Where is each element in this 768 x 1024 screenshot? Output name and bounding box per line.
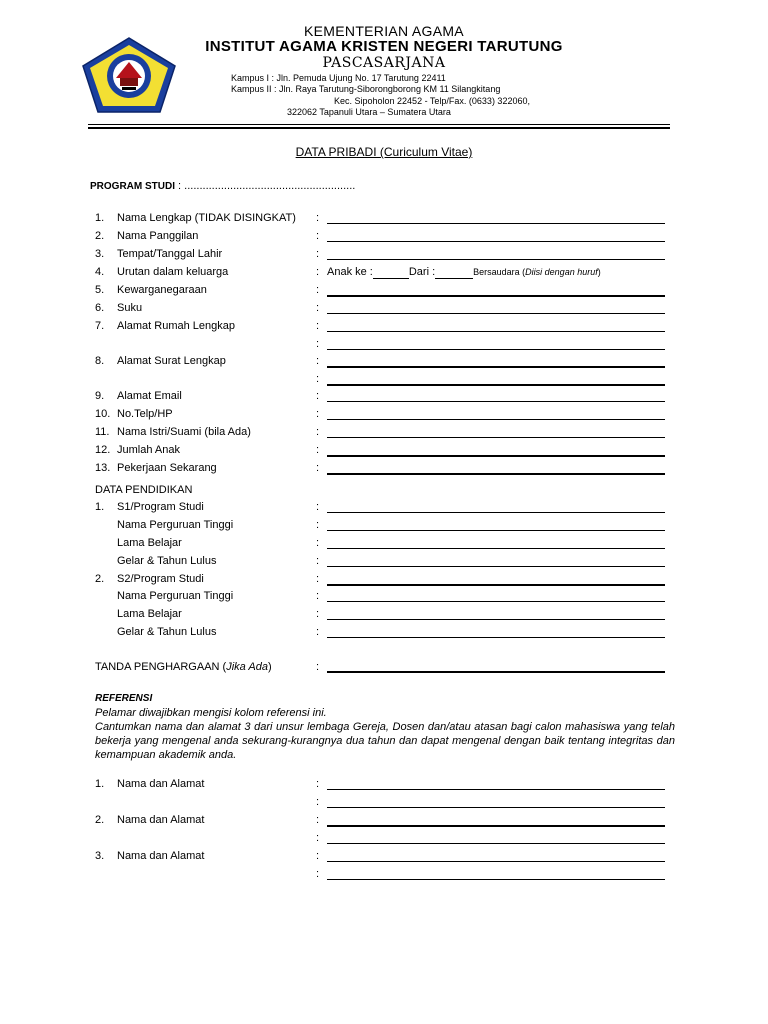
program-studi-row xyxy=(90,180,355,192)
personal-item-number: 3. xyxy=(95,248,105,260)
personal-item-input-line[interactable] xyxy=(327,223,665,224)
education-item-label: S2/Program Studi xyxy=(117,573,204,585)
reference-item-colon: : xyxy=(316,778,320,790)
education-item-input-line[interactable] xyxy=(327,619,665,620)
personal-item-label: Jumlah Anak xyxy=(117,444,180,456)
reference-item-colon: : xyxy=(316,814,320,826)
award-label: TANDA PENGHARGAAN (Jika Ada) xyxy=(95,661,272,673)
personal-item-input-line[interactable] xyxy=(327,366,665,368)
personal-item-label: Alamat Email xyxy=(117,390,182,402)
personal-item-label: Nama Lengkap (TIDAK DISINGKAT) xyxy=(117,212,296,224)
personal-item-colon: : xyxy=(316,408,320,420)
campus-1-address: Kampus I : Jln. Pemuda Ujung No. 17 Tarutung 22411 xyxy=(231,73,446,83)
personal-item-number: 11. xyxy=(95,426,110,438)
personal-item-input-line[interactable] xyxy=(327,295,665,297)
reference-item-input-line-2[interactable] xyxy=(327,807,665,808)
dari-input[interactable] xyxy=(435,266,473,279)
education-item-label: Nama Perguruan Tinggi xyxy=(117,519,234,531)
anak-ke-label: Anak ke : xyxy=(327,266,373,278)
education-heading: DATA PENDIDIKAN xyxy=(95,484,193,496)
header-rule-thin xyxy=(88,124,670,125)
education-item-label: Gelar & Tahun Lulus xyxy=(117,555,217,567)
personal-item-colon: : xyxy=(316,230,320,242)
reference-item-colon-2: : xyxy=(316,796,320,808)
personal-item-label: No.Telp/HP xyxy=(117,408,173,420)
reference-item-colon-2: : xyxy=(316,832,320,844)
education-item-label: S1/Program Studi xyxy=(117,501,204,513)
program-studi-field[interactable]: ........................................................ xyxy=(184,180,356,192)
personal-item-label: Nama Istri/Suami (bila Ada) xyxy=(117,426,251,438)
personal-item-colon: : xyxy=(316,284,320,296)
education-item-input-line[interactable] xyxy=(327,548,665,549)
personal-item-input-line[interactable] xyxy=(327,455,665,457)
reference-item-input-line[interactable] xyxy=(327,825,665,827)
education-item-colon: : xyxy=(316,537,320,549)
family-order-field xyxy=(327,266,601,279)
personal-item-colon: : xyxy=(316,390,320,402)
personal-item-number: 2. xyxy=(95,230,105,242)
references-instruction-1: Pelamar diwajibkan mengisi kolom referensi ini. xyxy=(95,707,327,719)
program-studi-label: PROGRAM STUDI xyxy=(90,181,175,192)
education-item-colon: : xyxy=(316,573,320,585)
education-item-number: 2. xyxy=(95,573,105,585)
bersaudara-label: Bersaudara ( xyxy=(473,267,526,277)
personal-item-colon: : xyxy=(316,426,320,438)
personal-item-label: Alamat Rumah Lengkap xyxy=(117,320,236,332)
bersaudara-hint: Diisi dengan huruf xyxy=(525,267,598,277)
education-item-colon: : xyxy=(316,501,320,513)
personal-item-number: 6. xyxy=(95,302,105,314)
reference-item-input-line[interactable] xyxy=(327,861,665,862)
personal-item-colon: : xyxy=(316,248,320,260)
personal-item-number: 1. xyxy=(95,212,105,224)
reference-item-colon-2: : xyxy=(316,868,320,880)
personal-item-number: 5. xyxy=(95,284,105,296)
personal-item-number: 8. xyxy=(95,355,105,367)
personal-item-colon: : xyxy=(316,444,320,456)
education-item-colon: : xyxy=(316,555,320,567)
personal-item-input-line[interactable] xyxy=(327,473,665,475)
campus-2-address-line3: 322062 Tapanuli Utara – Sumatera Utara xyxy=(287,107,451,117)
award-colon: : xyxy=(316,661,320,673)
personal-item-colon: : xyxy=(316,212,320,224)
reference-item-number: 1. xyxy=(95,778,105,790)
personal-item-colon: : xyxy=(316,320,320,332)
personal-item-colon: : xyxy=(316,266,320,278)
header-rule-thick xyxy=(88,127,670,129)
faculty-name: PASCASARJANA xyxy=(322,55,446,71)
reference-item-input-line[interactable] xyxy=(327,789,665,790)
personal-item-label: Tempat/Tanggal Lahir xyxy=(117,248,223,260)
reference-item-label: Nama dan Alamat xyxy=(117,850,205,862)
personal-item-input-line[interactable] xyxy=(327,331,665,332)
references-heading: REFERENSI xyxy=(95,693,153,704)
form-title: DATA PRIBADI (Curiculum Vitae) xyxy=(295,145,473,159)
reference-item-label: Nama dan Alamat xyxy=(117,778,205,790)
reference-item-colon: : xyxy=(316,850,320,862)
personal-item-input-line[interactable] xyxy=(327,419,665,420)
reference-item-label: Nama dan Alamat xyxy=(117,814,205,826)
education-item-colon: : xyxy=(316,608,320,620)
bersaudara-close: ) xyxy=(597,267,601,277)
reference-item-number: 3. xyxy=(95,850,105,862)
ministry-name: KEMENTERIAN AGAMA xyxy=(304,23,464,39)
education-item-input-line[interactable] xyxy=(327,637,665,638)
personal-item-number: 13. xyxy=(95,462,111,474)
anak-ke-input[interactable] xyxy=(373,266,409,279)
personal-item-colon: : xyxy=(316,462,320,474)
education-item-input-line[interactable] xyxy=(327,566,665,567)
program-studi-colon: : xyxy=(175,180,185,192)
personal-item-input-line-2[interactable] xyxy=(327,349,665,350)
education-item-input-line[interactable] xyxy=(327,601,665,602)
education-item-colon: : xyxy=(316,626,320,638)
campus-2-address: Kampus II : Jln. Raya Tarutung-Siborongborong KM 11 Silangkitang xyxy=(231,84,501,94)
reference-item-number: 2. xyxy=(95,814,105,826)
personal-item-colon: : xyxy=(316,302,320,314)
reference-item-input-line-2[interactable] xyxy=(327,879,665,880)
dari-label: Dari : xyxy=(408,266,436,278)
personal-item-number: 9. xyxy=(95,390,105,402)
personal-item-label: Kewarganegaraan xyxy=(117,284,207,296)
personal-item-colon: : xyxy=(316,373,320,385)
education-item-label: Lama Belajar xyxy=(117,537,182,549)
education-item-colon: : xyxy=(316,590,320,602)
personal-item-label: Pekerjaan Sekarang xyxy=(117,462,217,474)
education-item-colon: : xyxy=(316,519,320,531)
personal-item-number: 10. xyxy=(95,408,111,420)
personal-item-number: 7. xyxy=(95,320,105,332)
education-item-input-line[interactable] xyxy=(327,530,665,531)
campus-2-address-line2: Kec. Sipoholon 22452 - Telp/Fax. (0633) 322060, xyxy=(334,96,530,106)
education-item-number: 1. xyxy=(95,501,105,513)
personal-item-number: 12. xyxy=(95,444,111,456)
education-item-label: Lama Belajar xyxy=(117,608,182,620)
references-instruction-2: Cantumkan nama dan alamat 3 dari unsur lembaga Gereja, Dosen dan/atau atasan bagi calon mahasiswa yang telah bekerja yang mengenal anda sekurang-kurangnya dua tahun dan dapat mengenal dengan baik tentang integritas dan kemampuan akademik anda. xyxy=(95,721,675,761)
education-item-label: Gelar & Tahun Lulus xyxy=(117,626,217,638)
personal-item-input-line[interactable] xyxy=(327,259,665,260)
personal-item-input-line-2[interactable] xyxy=(327,384,665,386)
personal-item-label: Suku xyxy=(117,302,143,314)
personal-item-colon: : xyxy=(316,338,320,350)
personal-item-input-line[interactable] xyxy=(327,437,665,438)
personal-item-input-line[interactable] xyxy=(327,401,665,402)
institute-name: INSTITUT AGAMA KRISTEN NEGERI TARUTUNG xyxy=(205,38,563,55)
personal-item-input-line[interactable] xyxy=(327,313,665,314)
personal-item-number: 4. xyxy=(95,266,105,278)
education-item-label: Nama Perguruan Tinggi xyxy=(117,590,234,602)
award-field[interactable] xyxy=(327,671,665,673)
personal-item-label: Urutan dalam keluarga xyxy=(117,266,229,278)
personal-item-colon: : xyxy=(316,355,320,367)
education-item-input-line[interactable] xyxy=(327,512,665,513)
personal-item-label: Nama Panggilan xyxy=(117,230,199,242)
personal-item-label: Alamat Surat Lengkap xyxy=(117,355,226,367)
education-item-input-line[interactable] xyxy=(327,584,665,586)
personal-item-input-line[interactable] xyxy=(327,241,665,242)
reference-item-input-line-2[interactable] xyxy=(327,843,665,844)
